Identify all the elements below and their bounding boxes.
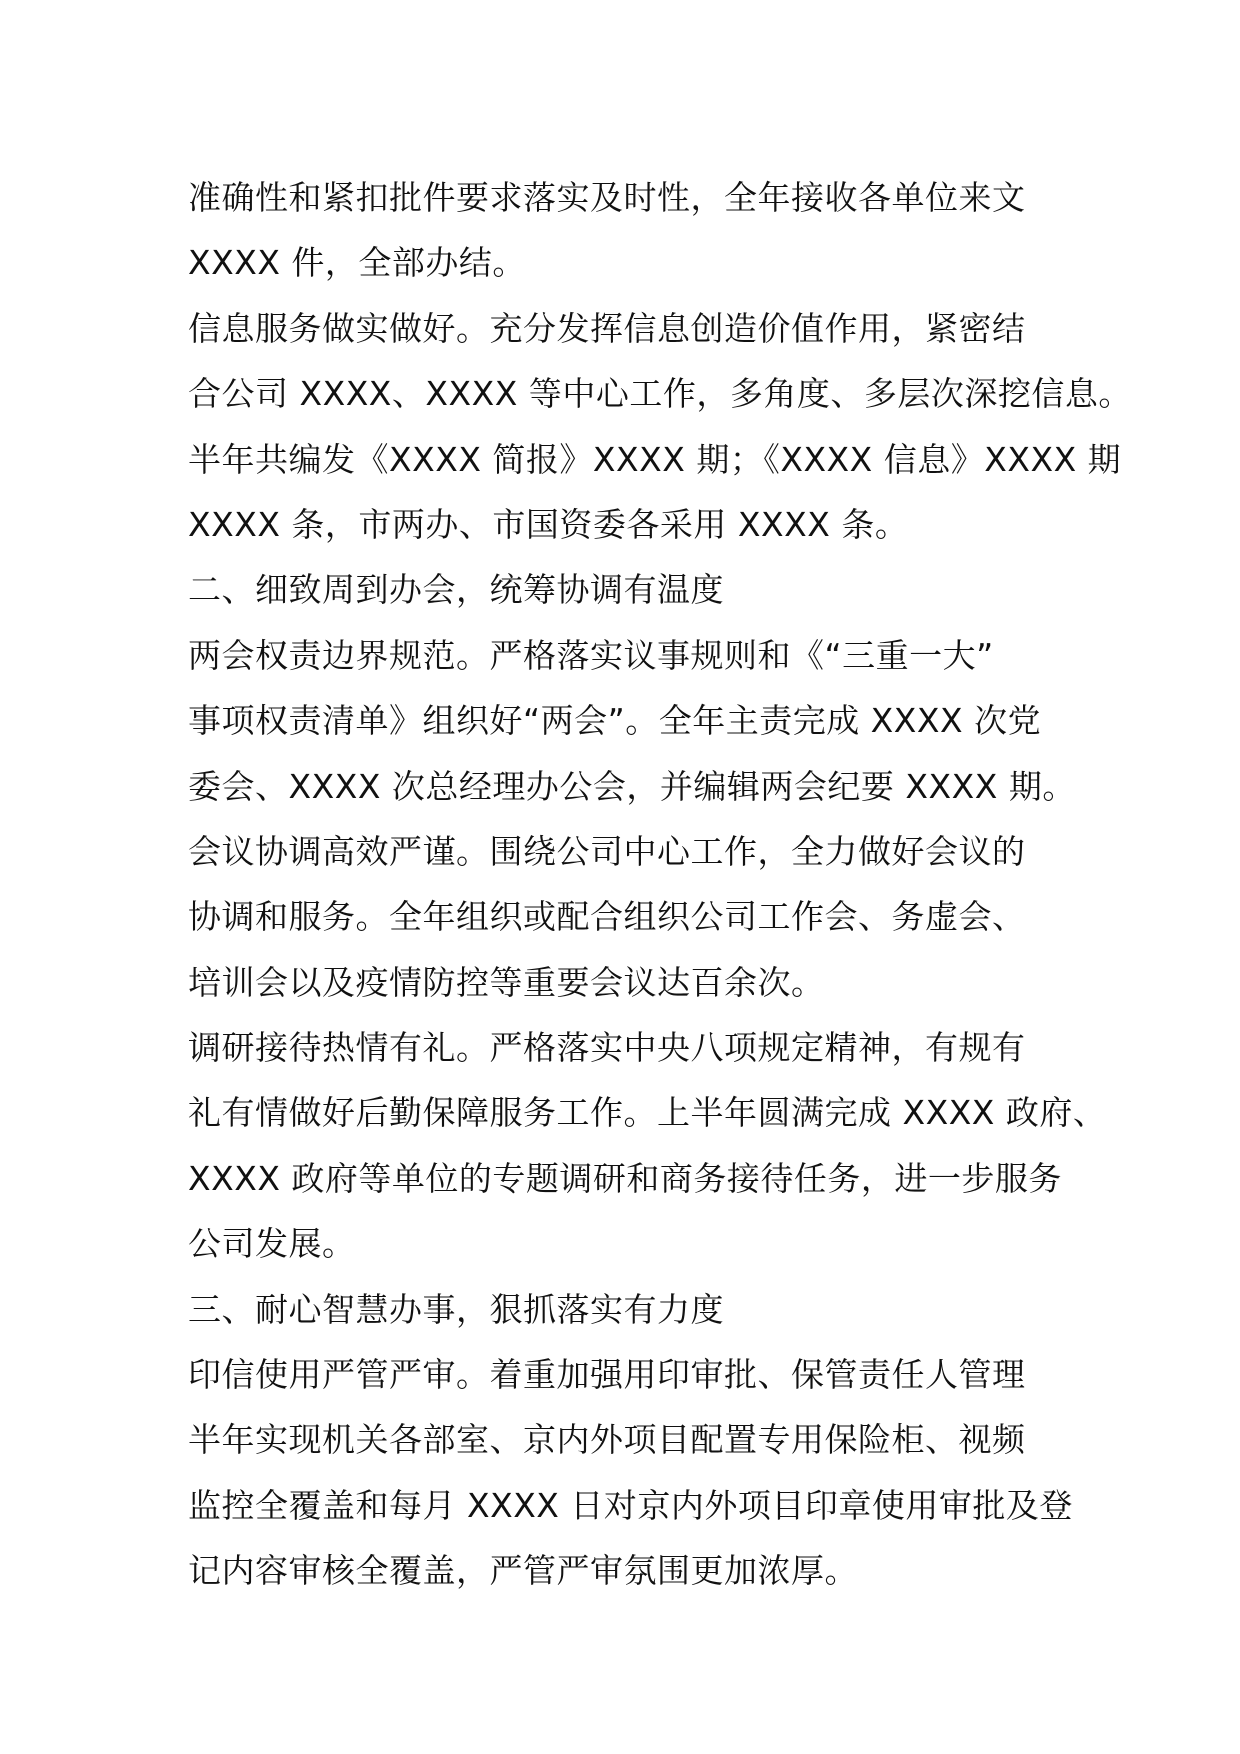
text-line: 准确性和紧扣批件要求落实及时性，全年接收各单位来文 <box>188 178 1026 217</box>
text-line: 培训会以及疫情防控等重要会议达百余次。 <box>188 962 825 1002</box>
text-line: 委会、XXXX 次总经理办公会，并编辑两会纪要 XXXX 期。 <box>188 766 1076 806</box>
document-body <box>188 165 1132 1604</box>
text-line: 公司发展。 <box>188 1224 356 1264</box>
text-line: XXXX 条，市两办、市国资委各采用 XXXX 条。 <box>188 504 909 544</box>
text-line: 信息服务做实做好。充分发挥信息创造价值作用，紧密结 <box>188 308 1026 348</box>
text-line: 事项权责清单》组织好“两会”。全年主责完成 XXXX 次党 <box>188 701 1042 741</box>
text-line: 会议协调高效严谨。围绕公司中心工作，全力做好会议的 <box>188 831 1026 871</box>
text-line: 协调和服务。全年组织或配合组织公司工作会、务虚会、 <box>188 897 1026 937</box>
section-heading: 三、耐心智慧办事，狠抓落实有力度 <box>188 1289 724 1329</box>
text-line: 两会权责边界规范。严格落实议事规则和《“三重一大” <box>188 635 994 675</box>
text-line: 礼有情做好后勤保障服务工作。上半年圆满完成 XXXX 政府、 <box>188 1093 1107 1133</box>
text-line: 半年实现机关各部室、京内外项目配置专用保险柜、视频 <box>188 1420 1026 1460</box>
text-line: 调研接待热情有礼。严格落实中央八项规定精神，有规有 <box>188 1028 1026 1068</box>
text-line: XXXX 件，全部办结。 <box>188 243 526 283</box>
text-line: 合公司 XXXX、XXXX 等中心工作，多角度、多层次深挖信息。 <box>188 374 1132 414</box>
text-line: 半年共编发《XXXX 简报》XXXX 期；《XXXX 信息》XXXX 期 <box>188 439 1122 479</box>
text-line: 印信使用严管严审。着重加强用印审批、保管责任人管理 <box>188 1355 1026 1395</box>
text-line: XXXX 政府等单位的专题调研和商务接待任务，进一步服务 <box>188 1158 1062 1198</box>
section-heading: 二、细致周到办会，统筹协调有温度 <box>188 570 724 610</box>
text-line: 监控全覆盖和每月 XXXX 日对京内外项目印章使用审批及登 <box>188 1485 1073 1525</box>
text-line: 记内容审核全覆盖，严管严审氛围更加浓厚。 <box>188 1551 858 1591</box>
